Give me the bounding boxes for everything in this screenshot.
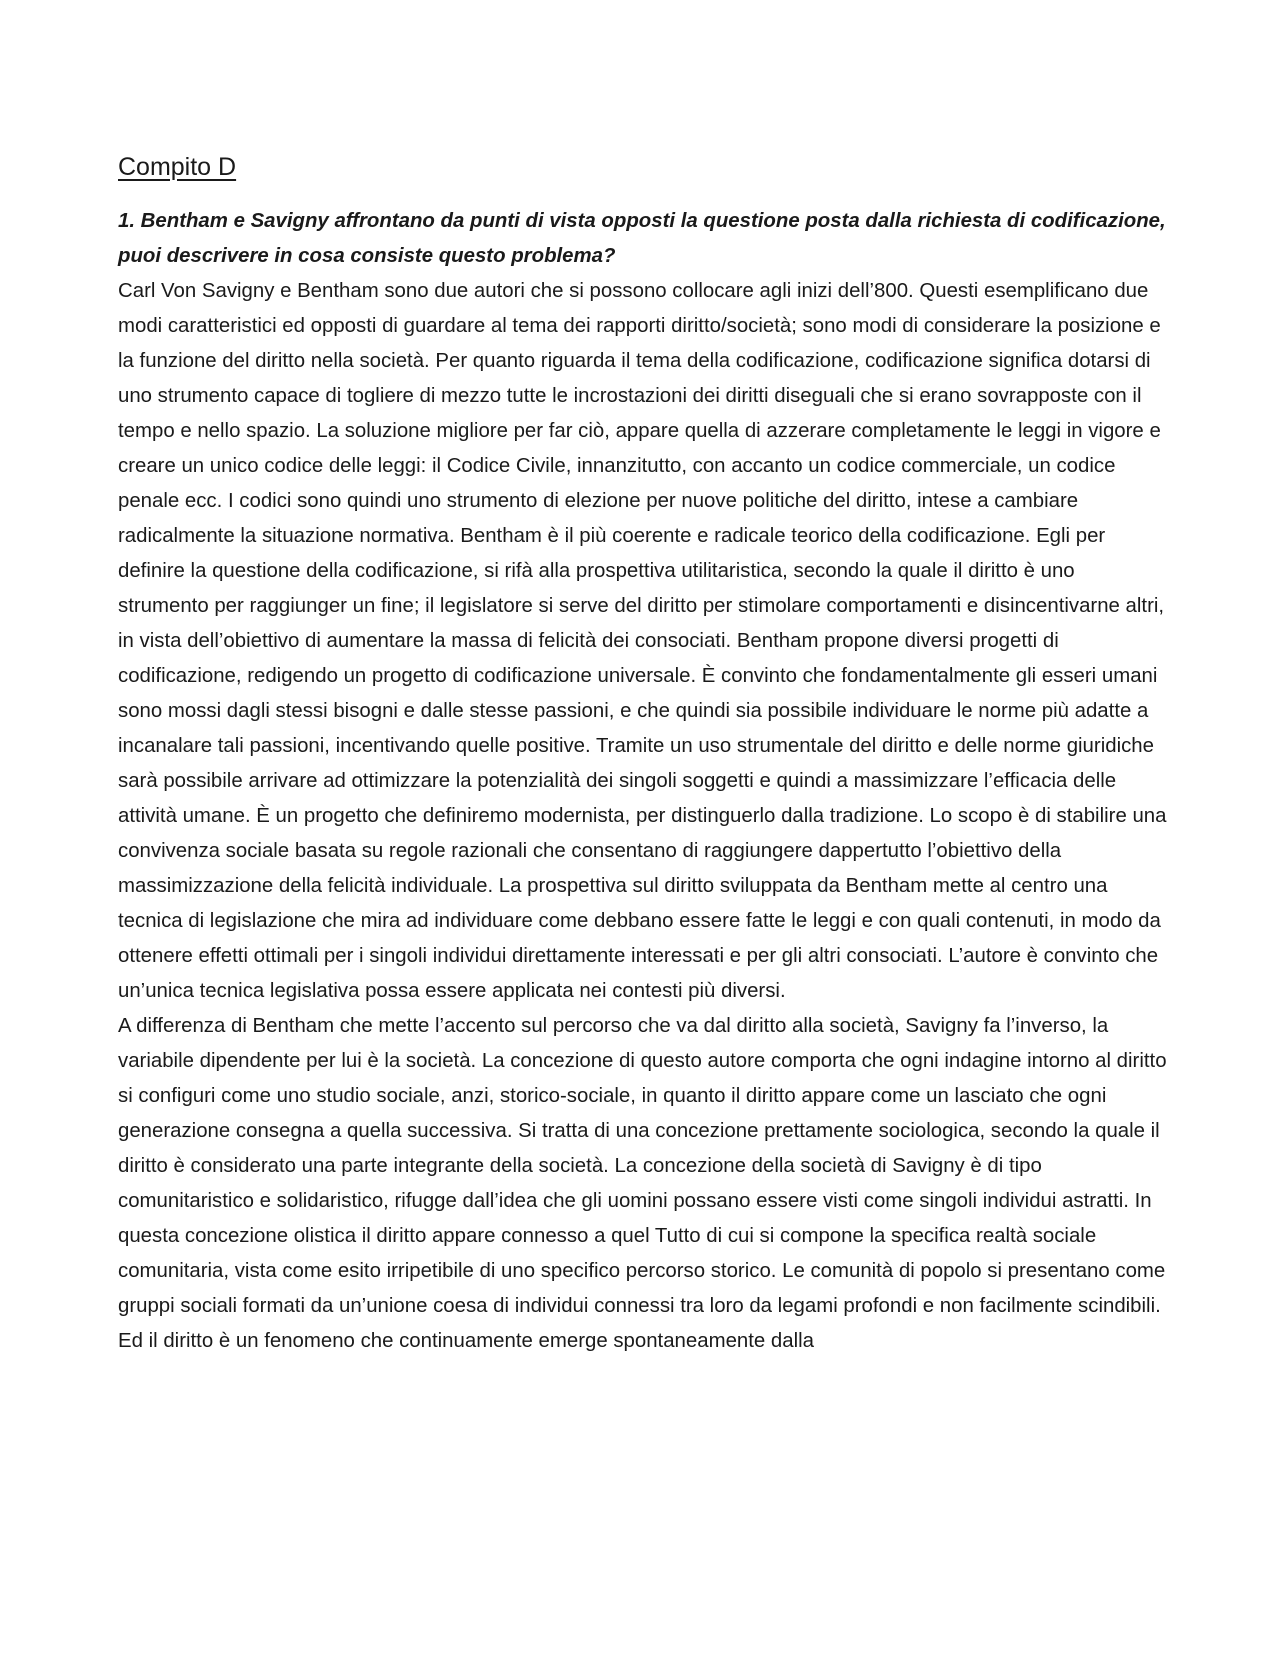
document-body xyxy=(118,150,1170,1359)
document-title: Compito D xyxy=(118,153,237,181)
paragraph: Carl Von Savigny e Bentham sono due autori che si possono collocare agli inizi dell’800. Questi esemplificano due modi caratteristici ed opposti di guardare al tema dei rapporti diritto/società; sono modi di considerare la posizione e la funzione del diritto nella società. Per quanto riguarda il tema della codificazione, codificazione significa dotarsi di uno strumento capace di togliere di mezzo tutte le incrostazioni dei diritti diseguali che si erano sovrapposte con il tempo e nello spazio. La soluzione migliore per far ciò, appare quella di azzerare completamente le leggi in vigore e creare un unico codice delle leggi: il Codice Civile, innanzitutto, con accanto un codice commerciale, un codice penale ecc. I codici sono quindi uno strumento di elezione per nuove politiche del diritto, intese a cambiare radicalmente la situazione normativa. Bentham è il più coerente e radicale teorico della codificazione. Egli per definire la questione della codificazione, si rifà alla prospettiva utilitaristica, secondo la quale il diritto è uno strumento per raggiunger un fine; il legislatore si serve del diritto per stimolare comportamenti e disincentivarne altri, in vista dell’obiettivo di aumentare la massa di felicità dei consociati. Bentham propone diversi progetti di codificazione, redigendo un progetto di codificazione universale. È convinto che fondamentalmente gli esseri umani sono mossi dagli stessi bisogni e dalle stesse passioni, e che quindi sia possibile individuare le norme più adatte a incanalare tali passioni, incentivando quelle positive. Tramite un uso strumentale del diritto e delle norme giuridiche sarà possibile arrivare ad ottimizzare la potenzialità dei singoli soggetti e quindi a massimizzare l’efficacia delle attività umane. È un progetto che definiremo modernista, per distinguerlo dalla tradizione. Lo scopo è di stabilire una convivenza sociale basata su regole razionali che consentano di raggiungere dappertutto l’obiettivo della massimizzazione della felicità individuale. La prospettiva sul diritto sviluppata da Bentham mette al centro una tecnica di legislazione che mira ad individuare come debbano essere fatte le leggi e con quali contenuti, in modo da ottenere effetti ottimali per i singoli individui direttamente interessati e per gli altri consociati. L’autore è convinto che un’unica tecnica legislativa possa essere applicata nei contesti più diversi. xyxy=(118,280,1167,1002)
question-text: 1. Bentham e Savigny affrontano da punti di vista opposti la questione posta dalla richiesta di codificazione, puoi descrivere in cosa consiste questo problema? xyxy=(118,210,1166,267)
paragraph: A differenza di Bentham che mette l’accento sul percorso che va dal diritto alla società, Savigny fa l’inverso, la variabile dipendente per lui è la società. La concezione di questo autore comporta che ogni indagine intorno al diritto si configuri come uno studio sociale, anzi, storico-sociale, in quanto il diritto appare come un lasciato che ogni generazione consegna a quella successiva. Si tratta di una concezione prettamente sociologica, secondo la quale il diritto è considerato una parte integrante della società. La concezione della società di Savigny è di tipo comunitaristico e solidaristico, rifugge dall’idea che gli uomini possano essere visti come singoli individui astratti. In questa concezione olistica il diritto appare connesso a quel Tutto di cui si compone la specifica realtà sociale comunitaria, vista come esito irripetibile di uno specifico percorso storico. Le comunità di popolo si presentano come gruppi sociali formati da un’unione coesa di individui connessi tra loro da legami profondi e non facilmente scindibili. Ed il diritto è un fenomeno che continuamente emerge spontaneamente dalla xyxy=(118,1015,1167,1352)
